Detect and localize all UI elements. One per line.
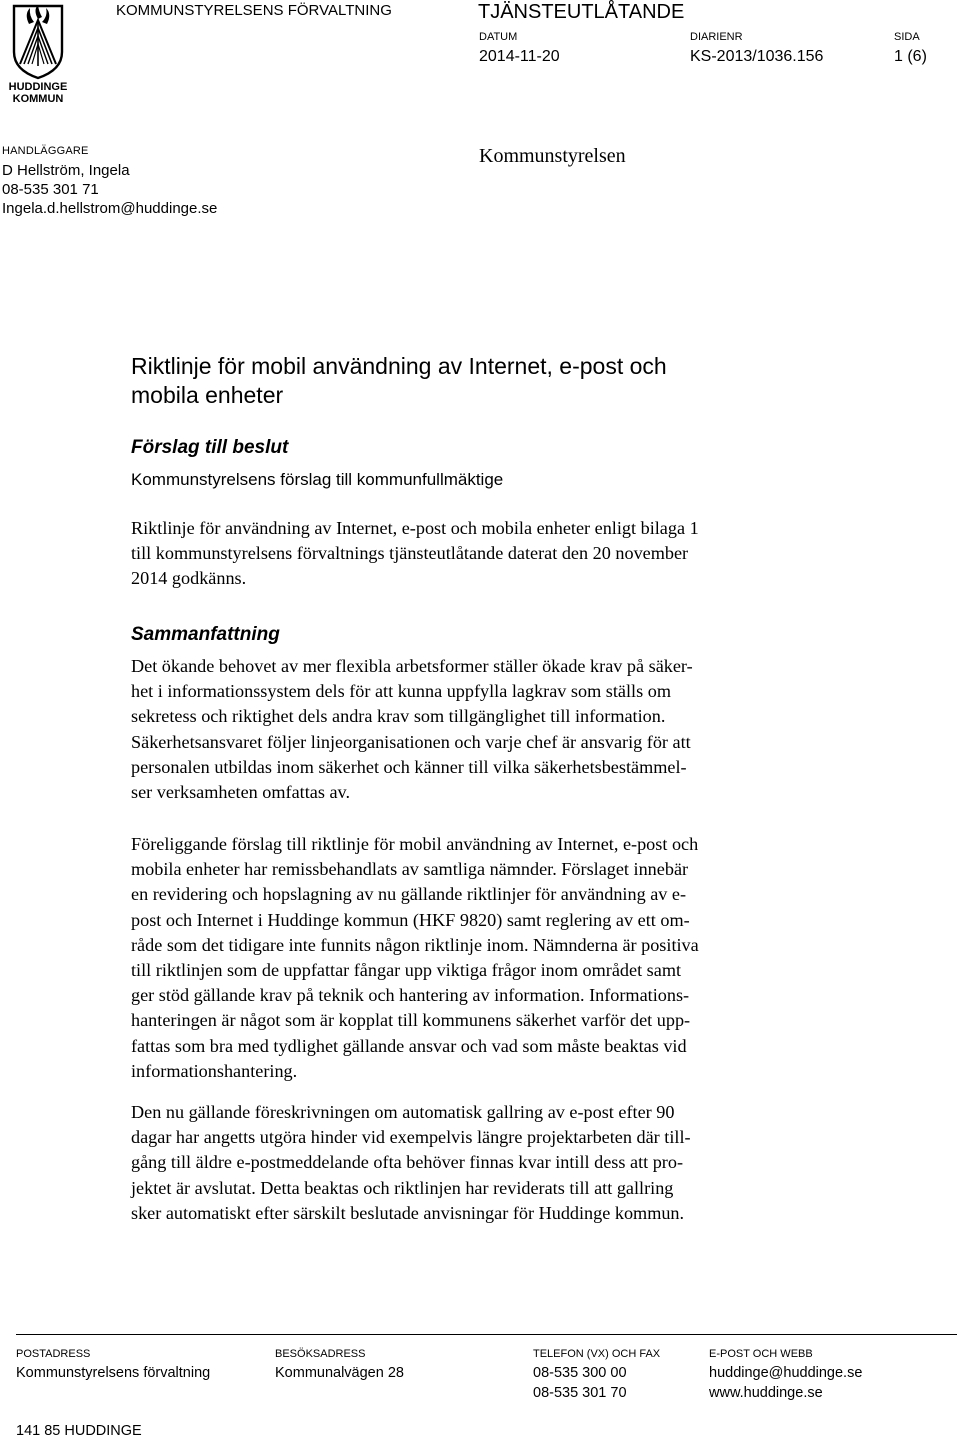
text-line: mobila enheter har remissbehandlats av samtliga nämnder. Förslaget innebär (131, 859, 689, 880)
text-line: personalen utbildas inom säkerhet och känner till vilka säkerhetsbestämmel- (131, 756, 687, 777)
decision-proposal-heading: Förslag till beslut (131, 437, 289, 458)
document-type: TJÄNSTEUTLÅTANDE (478, 1, 685, 23)
organisation-name: KOMMUNSTYRELSENS FÖRVALTNING (116, 2, 392, 19)
email-address[interactable]: huddinge@huddinge.se (709, 1365, 863, 1381)
text-line: 2014 godkänns. (131, 568, 247, 589)
date-value: 2014-11-20 (479, 48, 560, 65)
postal-code-city: 141 85 HUDDINGE (16, 1423, 142, 1439)
decision-paragraph (131, 516, 699, 592)
page-label: SIDA (894, 31, 920, 43)
case-officer-email: Ingela.d.hellstrom@huddinge.se (2, 200, 218, 217)
text-line: fattas som bra med tydlighet gällande ansvar och vad som måste beaktas vid (131, 1035, 687, 1056)
diary-number-value: KS-2013/1036.156 (690, 48, 824, 65)
case-officer-block (2, 142, 217, 218)
text-line: Säkerhetsansvaret följer linjeorganisationen och varje chef är ansvarig för att (131, 731, 691, 752)
recipient: Kommunstyrelsen (479, 145, 626, 167)
case-officer-label: HANDLÄGGARE (2, 145, 89, 157)
text-line: en revidering och hopslagning av nu gällande riktlinjer för användning av e- (131, 884, 687, 905)
title-line: Riktlinje för mobil användning av Internet, e-post och (131, 353, 667, 379)
summary-heading: Sammanfattning (131, 624, 280, 645)
text-line: jektet är avslutat. Detta beaktas och riktlinjen har reviderats till att gallring (131, 1177, 674, 1198)
postal-address-value: Kommunstyrelsens förvaltning (16, 1365, 211, 1381)
summary-paragraph-3 (131, 1100, 691, 1226)
text-line: gång till äldre e-postmeddelande ofta behöver finnas kvar intill dess att pro- (131, 1152, 684, 1173)
text-line: ger stöd gällande krav på teknik och hantering av information. Informations- (131, 985, 690, 1006)
phone-fax-label: TELEFON (VX) OCH FAX (533, 1348, 661, 1360)
text-line: hanteringen är något som är kopplat till kommunens säkerhet varför det upp- (131, 1010, 691, 1031)
date-label: DATUM (479, 31, 518, 43)
text-line: Riktlinje för användning av Internet, e-post och mobila enheter enligt bilaga 1 (131, 518, 699, 538)
page-number-value: 1 (6) (894, 48, 927, 65)
text-line: sker automatiskt efter särskilt beslutade anvisningar för Huddinge kommun. (131, 1202, 685, 1223)
postal-address-label: POSTADRESS (16, 1348, 91, 1360)
diary-number-label: DIARIENR (690, 31, 743, 43)
text-line: till kommunstyrelsens förvaltnings tjänsteutlåtande daterat den 20 november (131, 543, 689, 564)
title-line: mobila enheter (131, 382, 284, 408)
text-line: Det ökande behovet av mer flexibla arbetsformer ställer ökade krav på säker- (131, 656, 693, 676)
fax-number: 08-535 301 70 (533, 1385, 627, 1401)
logo-text-line-2: KOMMUN (12, 93, 64, 105)
decision-proposal-subheading: Kommunstyrelsens förslag till kommunfullmäktige (131, 470, 504, 489)
text-line: dagar har angetts utgöra hinder vid exempelvis längre projektarbeten där till- (131, 1127, 691, 1148)
email-web-label: E-POST OCH WEBB (709, 1348, 813, 1360)
text-line: het i informationssystem dels för att kunna uppfylla lagkrav som ställs om (131, 681, 671, 702)
case-officer-phone: 08-535 301 71 (2, 181, 99, 198)
switchboard-phone: 08-535 300 00 (533, 1365, 627, 1381)
text-line: ser verksamheten omfattas av. (131, 782, 351, 803)
huddinge-kommun-logo (8, 2, 68, 105)
visiting-address-value: Kommunalvägen 28 (275, 1365, 404, 1381)
footer-divider (16, 1334, 957, 1335)
text-line: Föreliggande förslag till riktlinje för mobil användning av Internet, e-post och (131, 834, 699, 854)
text-line: råde som det tidigare inte funnits någon riktlinje inom. Nämnderna är positiva (131, 934, 699, 955)
document-title (131, 352, 831, 410)
logo-text-line-1: HUDDINGE (8, 81, 68, 93)
visiting-address-label: BESÖKSADRESS (275, 1348, 366, 1360)
text-line: post och Internet i Huddinge kommun (HKF 9820) samt reglering av ett om- (131, 909, 690, 930)
summary-paragraph-2 (131, 832, 699, 1084)
website-link[interactable]: www.huddinge.se (709, 1385, 823, 1401)
text-line: till riktlinjen som de uppfattar fångar upp viktiga frågor inom området samt (131, 960, 682, 981)
text-line: Den nu gällande föreskrivningen om automatisk gallring av e-post efter 90 (131, 1102, 675, 1122)
text-line: sekretess och riktighet dels andra krav som tillgänglighet till information. (131, 706, 666, 727)
case-officer-name: D Hellström, Ingela (2, 162, 130, 179)
summary-paragraph-1 (131, 654, 693, 805)
text-line: informationshantering. (131, 1060, 298, 1081)
